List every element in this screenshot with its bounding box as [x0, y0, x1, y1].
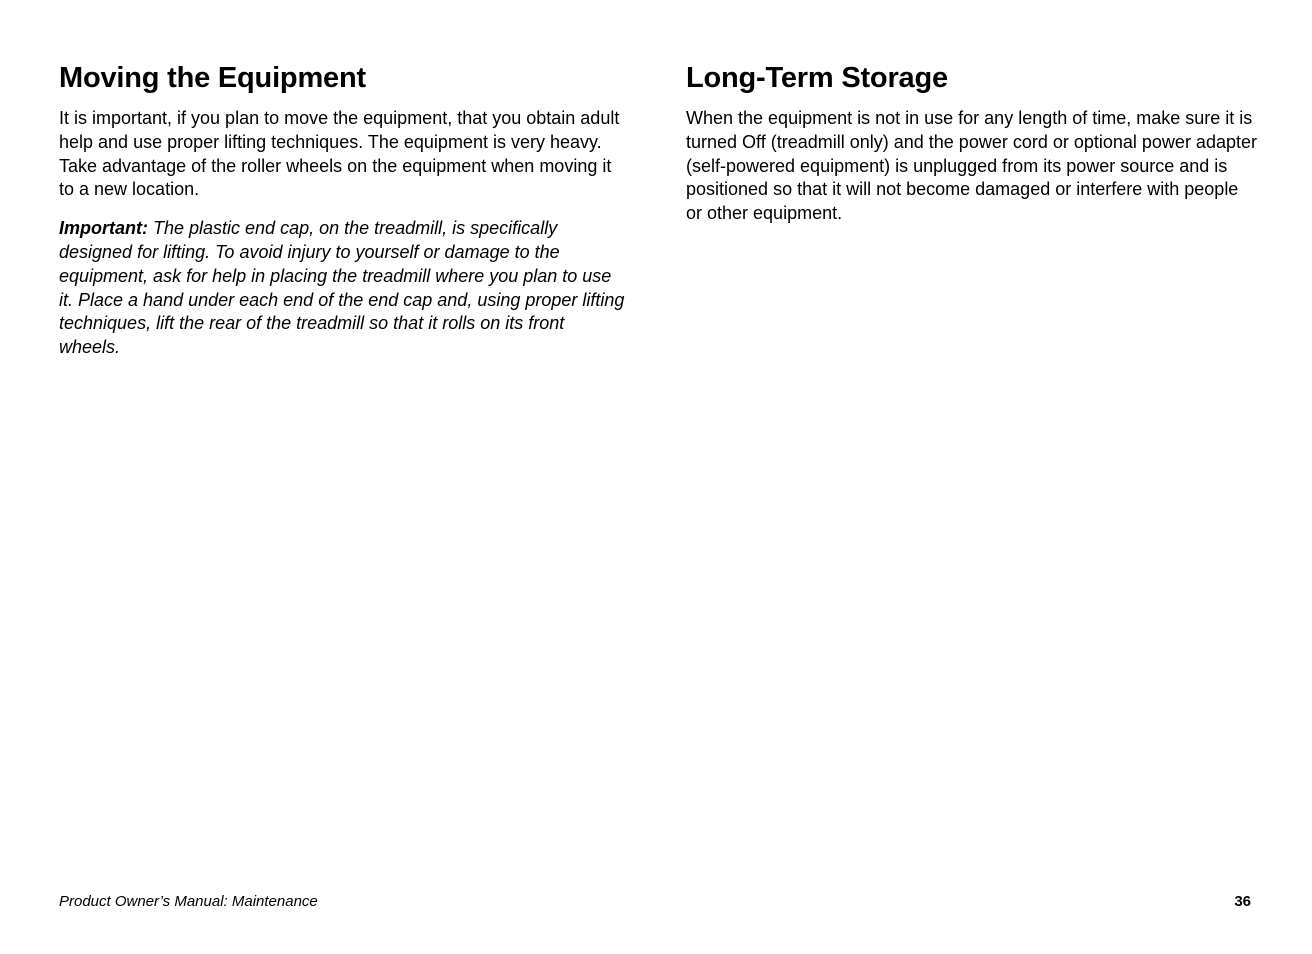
important-note-text: The plastic end cap, on the treadmill, is specifically designed for lifting. To avoid injury to yourself or damage to the equipment, ask for help in placing the treadmill where you plan to use it. Place a hand under each end of the end cap and, using proper lifting techniques, lift the rear of the treadmill so that it rolls on its front wheels.: [59, 218, 625, 358]
important-label: Important:: [59, 218, 148, 239]
moving-equipment-heading: Moving the Equipment: [59, 62, 366, 94]
footer-manual-title: Product Owner’s Manual: Maintenance: [59, 893, 318, 910]
long-term-storage-paragraph: When the equipment is not in use for any length of time, make sure it is turned Off (treadmill only) and the power cord or optional power adapter (self-powered equipment) is unplugged from its power source and is positioned so that it will not become damaged or interfere with people or other equipment.: [686, 108, 1257, 224]
moving-equipment-paragraph: It is important, if you plan to move the equipment, that you obtain adult help and use proper lifting techniques. The equipment is very heavy. Take advantage of the roller wheels on the equipment when moving it to a new location.: [59, 108, 620, 200]
long-term-storage-heading: Long-Term Storage: [686, 62, 948, 94]
right-column: [686, 58, 1258, 226]
footer-page-number: 36: [1234, 893, 1251, 910]
left-column: [59, 58, 627, 360]
important-note: [59, 217, 627, 360]
